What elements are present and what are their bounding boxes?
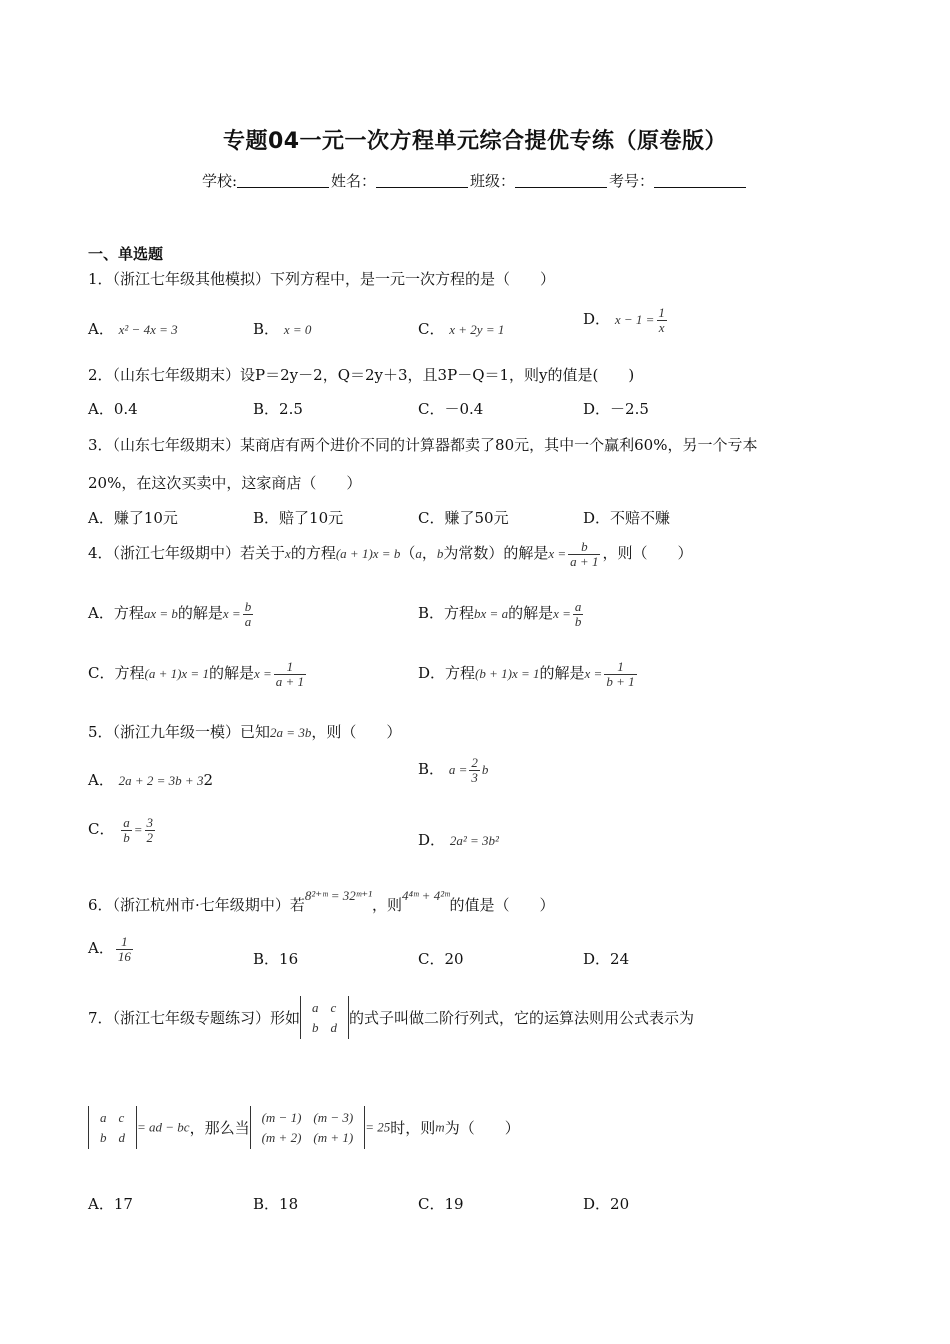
q6-option-b[interactable]: B．16 (253, 950, 299, 968)
question-7-stem-line1: 7．（浙江七年级专题练习）形如 a c b d 的式子叫做二阶行列式，它的运算法则用公式表示为 (88, 996, 694, 1039)
q7-option-b[interactable]: B．18 (253, 1195, 299, 1213)
q3-option-c[interactable]: C．赚了50元 (418, 509, 509, 527)
q5-option-d[interactable]: D． 2a² = 3b² (418, 831, 499, 849)
q4-option-c[interactable]: C．方程(a + 1)x = 1的解是x = $\frac{1}{a + 1}$ (88, 659, 305, 689)
q1-option-b[interactable]: B． x = 0 (253, 320, 312, 338)
q5-option-b[interactable]: B． a = $\frac{2}{3}$ b (418, 755, 489, 785)
q7-option-d[interactable]: D．20 (583, 1195, 630, 1213)
q3-option-d[interactable]: D．不赔不赚 (583, 509, 671, 527)
student-info-line (0, 170, 950, 191)
class-blank[interactable] (515, 173, 607, 188)
q5-option-c[interactable]: C． $\frac{a}{b}$ = $\frac{3}{2}$ (88, 815, 154, 845)
school-label: 学校: (201, 172, 237, 190)
question-5-stem: 5．（浙江九年级一模）已知2a = 3b，则（ ） (88, 723, 402, 741)
q2-option-d[interactable]: D．－2.5 (583, 400, 649, 418)
q3-option-a[interactable]: A．赚了10元 (88, 509, 178, 527)
number-label: 考号： (609, 172, 655, 190)
question-2-stem: 2．（山东七年级期末）设P＝2y－2，Q＝2y＋3，且3P－Q＝1，则y的值是( ) (88, 366, 635, 384)
q4-option-d[interactable]: D．方程(b + 1)x = 1的解是x = $\frac{1}{b + 1}$ (418, 659, 635, 689)
question-4-stem: 4．（浙江七年级期中）若关于x的方程(a + 1)x = b（a，b为常数）的解是x = $\frac{b}{a + 1}$ ，则（ ） (88, 539, 693, 569)
q2-option-c[interactable]: C．－0.4 (418, 400, 484, 418)
q6-option-a[interactable]: A． $\frac{1}{16}$ (88, 934, 131, 964)
section-heading: 一、单选题 (88, 245, 164, 263)
question-3-stem-line2: 20%，在这次买卖中，这家商店（ ） (88, 474, 362, 492)
q7-option-c[interactable]: C．19 (418, 1195, 464, 1213)
q7-option-a[interactable]: A．17 (88, 1195, 133, 1213)
question-7-stem-line2: a c b d = ad − bc，那么当 (m − 1) (m − 3) (m + 2) (m + 1) = 25时，则m为（ ） (88, 1106, 520, 1149)
q2-option-b[interactable]: B．2.5 (253, 400, 303, 418)
q6-option-c[interactable]: C．20 (418, 950, 464, 968)
q5-option-a[interactable]: A． 2a + 2 = 3b + 32 (88, 771, 213, 789)
q4-option-a[interactable]: A．方程ax = b的解是x = $\frac{b}{a}$ (88, 599, 252, 629)
determinant-definition: a c b d (300, 996, 349, 1039)
name-label: 姓名： (331, 172, 377, 190)
q1-option-a[interactable]: A． x² − 4x = 3 (88, 320, 178, 338)
q6-option-d[interactable]: D．24 (583, 950, 630, 968)
q1-option-c[interactable]: C． x + 2y = 1 (418, 320, 505, 338)
determinant-formula: a c b d (88, 1106, 137, 1149)
school-blank[interactable] (237, 173, 329, 188)
number-blank[interactable] (654, 173, 746, 188)
class-label: 班级： (470, 172, 516, 190)
q4-option-b[interactable]: B．方程bx = a的解是x = $\frac{a}{b}$ (418, 599, 582, 629)
q3-option-b[interactable]: B．赔了10元 (253, 509, 344, 527)
q1-option-d[interactable]: D． x − 1 = $\frac{1}{x}$ (583, 305, 665, 335)
question-6-stem: 6．（浙江杭州市·七年级期中）若8²⁺ᵐ = 32ᵐ⁺¹，则4⁴ᵐ + 4²ᵐ的值是（ ） (88, 888, 555, 914)
q2-option-a[interactable]: A．0.4 (88, 400, 138, 418)
page-title: 专题04一元一次方程单元综合提优专练（原卷版） (222, 129, 728, 154)
question-3-stem-line1: 3．（山东七年级期末）某商店有两个进价不同的计算器都卖了80元，其中一个赢利60%，另一个亏本 (88, 436, 758, 454)
determinant-equation: (m − 1) (m − 3) (m + 2) (m + 1) (250, 1106, 366, 1149)
name-blank[interactable] (376, 173, 468, 188)
question-1-stem: 1．（浙江七年级其他模拟）下列方程中，是一元一次方程的是（ ） (88, 270, 556, 288)
